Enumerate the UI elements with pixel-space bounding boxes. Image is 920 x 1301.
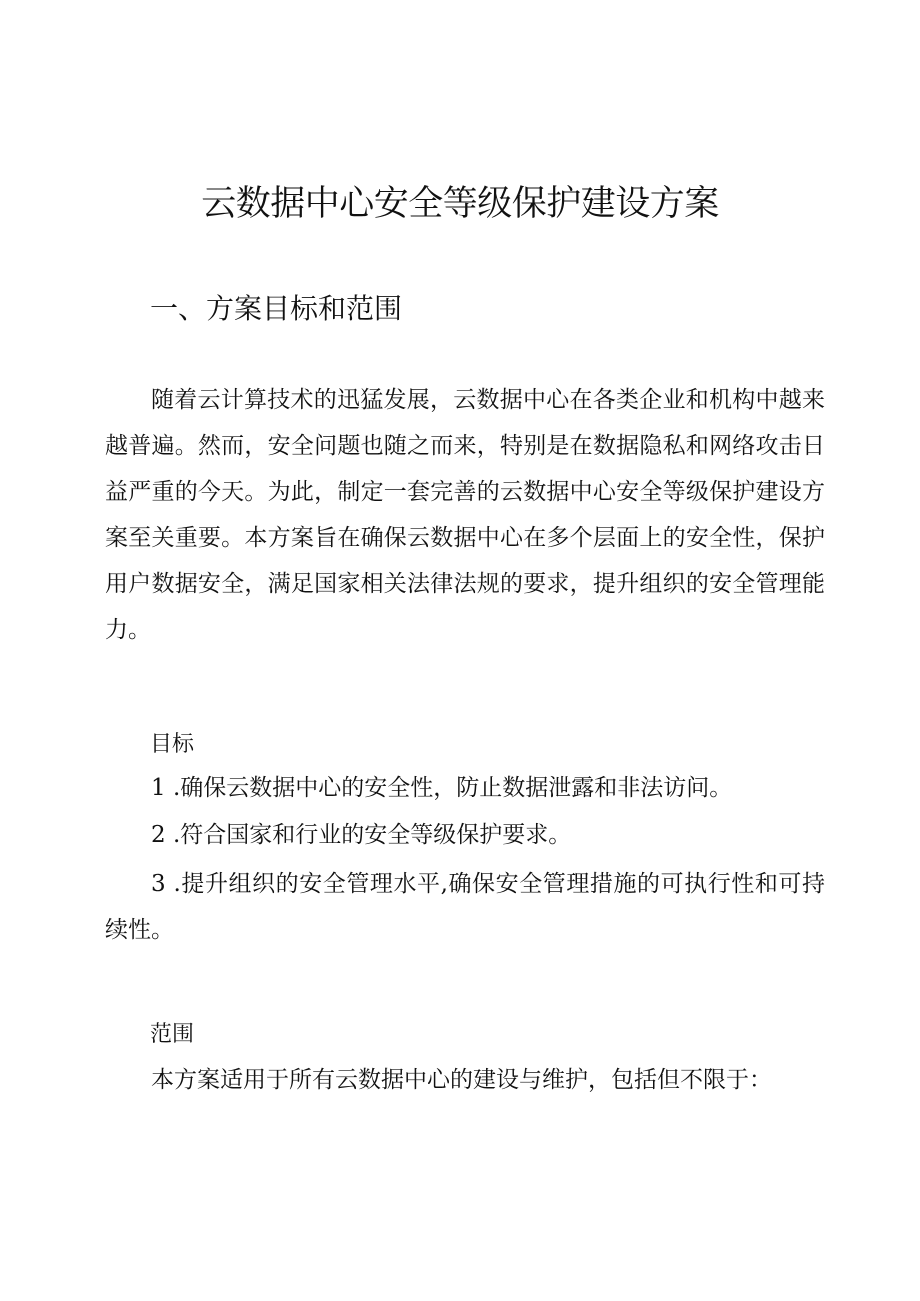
goal-item-2: 2 .符合国家和行业的安全等级保护要求。 — [151, 822, 572, 848]
goals-heading: 目标 — [150, 732, 195, 757]
goal-item-3: 3 .提升组织的安全管理水平,确保安全管理措施的可执行性和可持续性。 — [105, 871, 825, 943]
section-heading: 一、方案目标和范围 — [150, 292, 403, 325]
goal-item-1: 1 .确保云数据中心的安全性，防止数据泄露和非法访问。 — [151, 775, 733, 801]
scope-paragraph: 本方案适用于所有云数据中心的建设与维护，包括但不限于： — [151, 1067, 772, 1093]
scope-heading: 范围 — [150, 1022, 195, 1047]
intro-paragraph: 随着云计算技术的迅猛发展，云数据中心在各类企业和机构中越来越普遍。然而，安全问题也随之而来，特别是在数据隐私和网络攻击日益严重的今天。为此，制定一套完善的云数据中心安全等级保护建设方案至关重要。本方案旨在确保云数据中心在多个层面上的安全性，保护用户数据安全，满足国家相关法律法规的要求，提升组织的安全管理能力。 — [105, 387, 825, 643]
document-title: 云数据中心安全等级保护建设方案 — [201, 184, 719, 224]
